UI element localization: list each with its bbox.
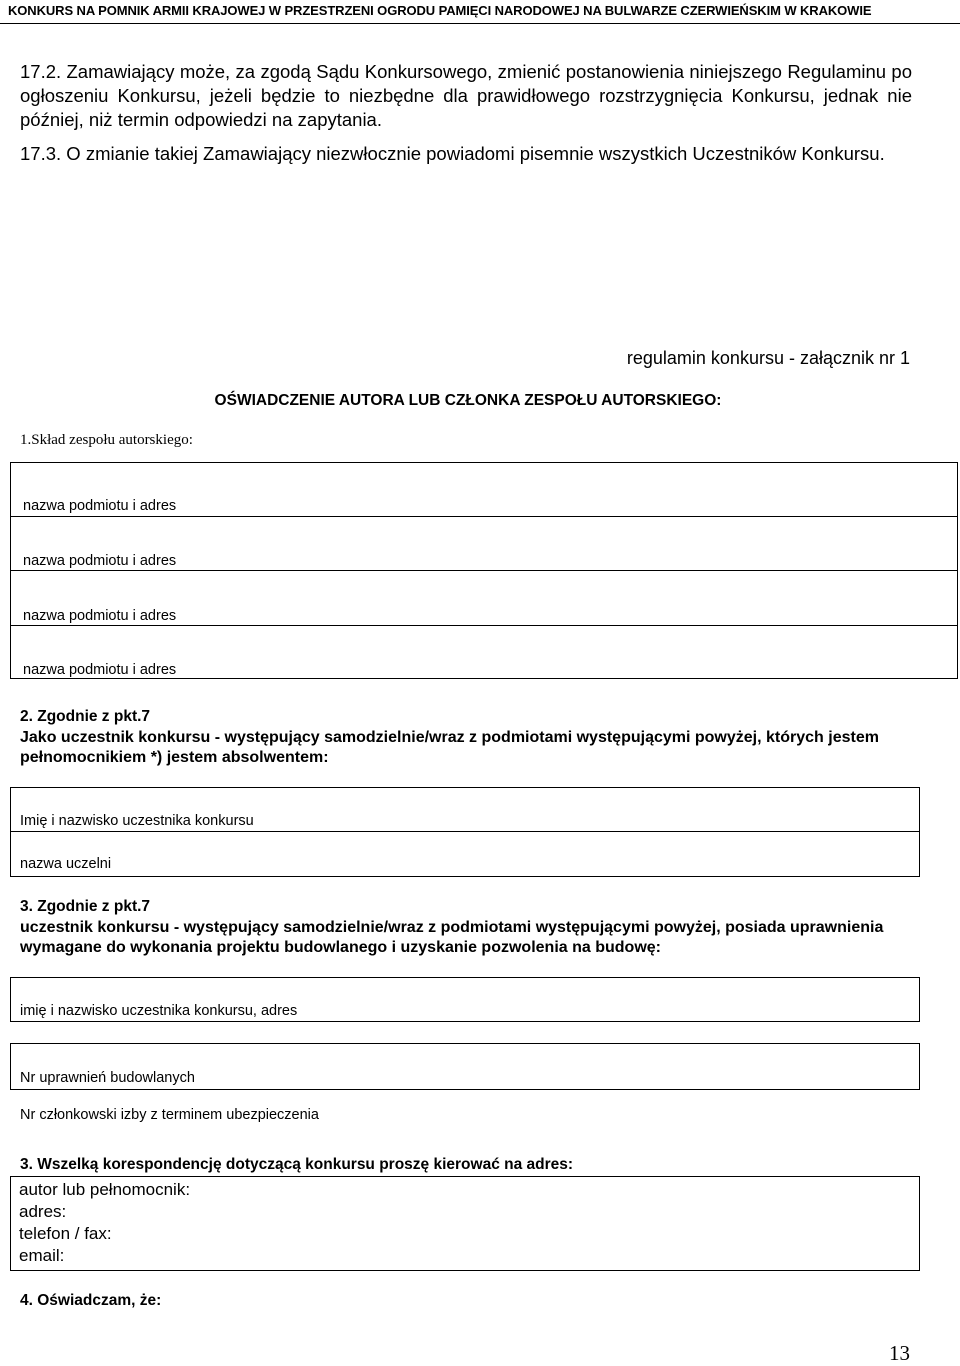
section-3-text: uczestnik konkursu - występujący samodzielnie/wraz z podmiotami występującymi powyżej, posiada uprawnienia wymagane do wykonania projektu budowlanego i uzyskanie pozwolenia na budowę:: [20, 919, 884, 956]
correspondence-heading: 3. Wszelką korespondencję dotyczącą konkursu proszę kierować na adres:: [20, 1156, 574, 1173]
correspondence-address-field[interactable]: adres:: [19, 1202, 67, 1221]
paragraph-17-2: 17.2. Zamawiający może, za zgodą Sądu Konkursowego, zmienić postanowienia niniejszego Regulaminu po ogłoszeniu Konkursu, jeżeli będzie to niezbędne dla prawidłowego rozstrzygnięcia Konkursu, jednak nie później, niż termin odpowiedzi na zapytania.: [20, 61, 912, 130]
team-member-field[interactable]: nazwa podmiotu i adres: [23, 553, 177, 569]
section-3-heading: 3. Zgodnie z pkt.7: [20, 898, 151, 915]
team-member-field[interactable]: nazwa podmiotu i adres: [23, 662, 177, 678]
participant-address-box: [10, 977, 920, 1022]
permit-number-box: [10, 1043, 920, 1090]
header-divider: [0, 23, 960, 24]
graduate-table: [10, 787, 920, 877]
correspondence-author-field[interactable]: autor lub pełnomocnik:: [19, 1180, 191, 1199]
university-field[interactable]: nazwa uczelni: [20, 856, 112, 872]
page-number: 13: [889, 1341, 910, 1365]
section-2-text: Jako uczestnik konkursu - występujący samodzielnie/wraz z podmiotami występującymi powyżej, których jestem pełnomocnikiem *) jestem absolwentem:: [20, 729, 879, 766]
chamber-membership-field[interactable]: Nr członkowski izby z terminem ubezpieczenia: [20, 1107, 319, 1123]
section-1-heading: 1.Skład zespołu autorskiego:: [20, 432, 193, 448]
correspondence-phone-field[interactable]: telefon / fax:: [19, 1224, 112, 1243]
permit-number-field[interactable]: Nr uprawnień budowlanych: [20, 1070, 195, 1086]
participant-address-field[interactable]: imię i nazwisko uczestnika konkursu, adres: [20, 1003, 298, 1019]
section-4-heading: 4. Oświadczam, że:: [20, 1292, 162, 1309]
correspondence-email-field[interactable]: email:: [19, 1246, 65, 1265]
team-member-field[interactable]: nazwa podmiotu i adres: [23, 498, 177, 514]
participant-name-field[interactable]: Imię i nazwisko uczestnika konkursu: [20, 813, 254, 829]
table-divider: [11, 516, 957, 517]
attachment-label: regulamin konkursu - załącznik nr 1: [626, 348, 910, 368]
table-divider: [11, 570, 957, 571]
section-2-heading: 2. Zgodnie z pkt.7: [20, 708, 151, 725]
running-header: [0, 0, 960, 22]
form-title: OŚWIADCZENIE AUTORA LUB CZŁONKA ZESPOŁU AUTORSKIEGO:: [214, 392, 722, 409]
running-header-title: KONKURS NA POMNIK ARMII KRAJOWEJ W PRZESTRZENI OGRODU PAMIĘCI NARODOWEJ NA BULWARZE CZERWIEŃSKIM W KRAKOWIE: [8, 3, 872, 18]
paragraph-17-3: 17.3. O zmianie takiej Zamawiający niezwłocznie powiadomi pisemnie wszystkich Uczestników Konkursu.: [20, 143, 885, 164]
team-members-table: [10, 462, 958, 679]
correspondence-box: [10, 1176, 920, 1271]
table-divider: [11, 831, 919, 832]
team-member-field[interactable]: nazwa podmiotu i adres: [23, 608, 177, 624]
table-divider: [11, 625, 957, 626]
